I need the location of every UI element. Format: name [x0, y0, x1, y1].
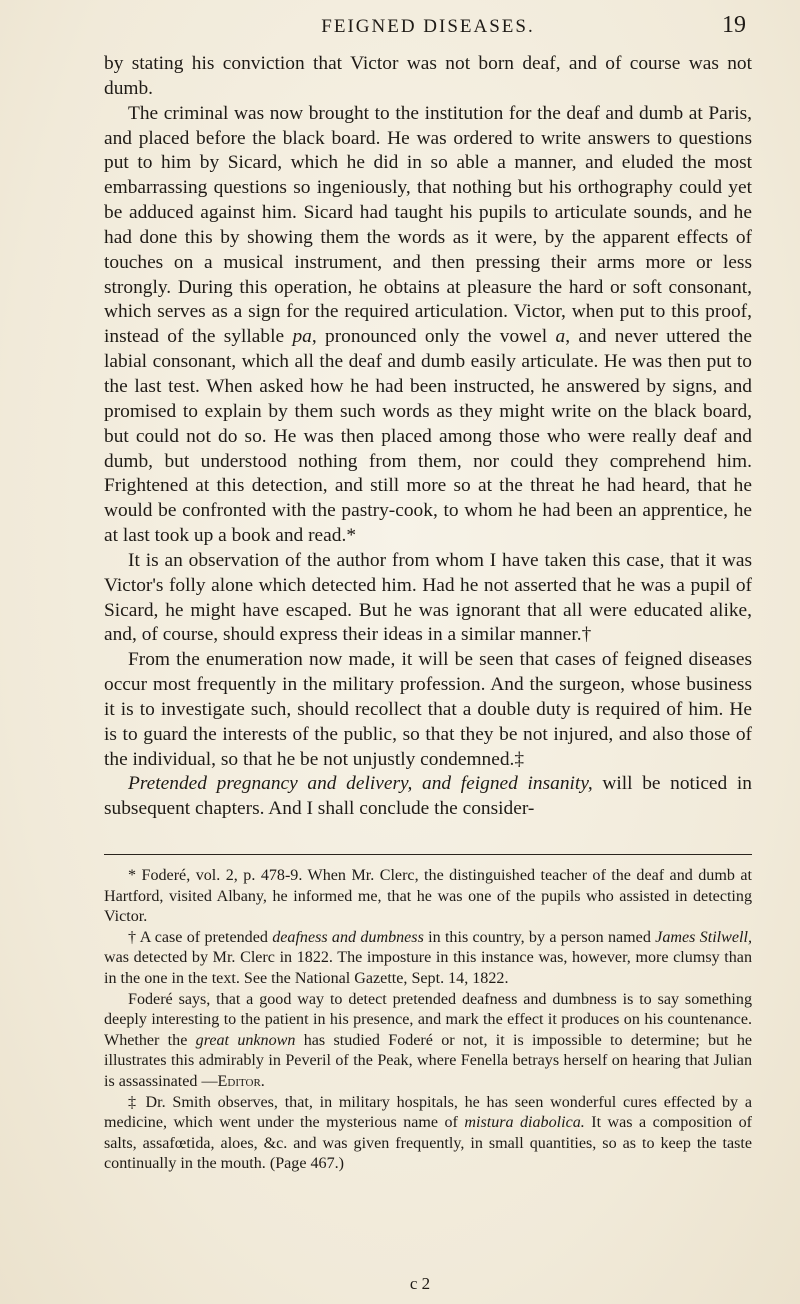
- italic-pretended: Pretended pregnancy and delivery, and feigned insanity,: [128, 773, 593, 795]
- footnote-double-dagger: ‡ Dr. Smith observes, that, in military hospitals, he has seen wonderful cures effected by a medicine, which went under the mysterious name of mistura diabolica. It was a composition of salts, assafœtida, aloes, &c. and was given frequently, in small quantities, so as to keep the taste continually in the mouth. (Page 467.): [104, 1093, 753, 1173]
- paragraph-examination: The criminal was now brought to the institution for the deaf and dumb at Paris, and placed before the black board. He was ordered to write answers to questions put to him by Sicard, which he did in so able a manner, and eluded the most embarrassing questions so ingeniously, that nothing but his orthography could yet be adduced against him. Sicard had taught his pupils to articulate sounds, and he had done this by showing them the words as it were, by the apparent effects of touches on a musical instrument, and then pressing their arms more or less strongly. During this operation, he obtains at pleasure the hard or soft consonant, which serves as a sign for the required articulation. Victor, when put to this proof, instead of the syllable pa, pronounced only the vowel a, and never uttered the labial consonant, which all the deaf and dumb easily articulate. He was then put to the last test. When asked how he had been instructed, he answered by signs, and promised to explain by them such words as they might write on the black board, but could not do so. He was then placed among those who were really deaf and dumb, but understood nothing from them, nor could they comprehend him. Frightened at this detection, and still more so at the threat he had heard, that he would be confronted with the pastry-cook, to whom he had been an apprentice, he at last took up a book and read.*: [104, 102, 752, 547]
- footnote-divider: [104, 854, 752, 855]
- page-number: 19: [722, 12, 746, 38]
- footnote-star: * Foderé, vol. 2, p. 478-9. When Mr. Clerc, the distinguished teacher of the deaf and dumb at Hartford, visited Albany, he informed me, that he was one of the pupils who assisted in detecting Victor.: [104, 867, 752, 926]
- footnote-fodere: Foderé says, that a good way to detect pretended deafness and dumbness is to say something deeply interesting to the patient in his presence, and mark the effect it produces on his countenance. Whether the great unknown has studied Foderé or not, it is impossible to determine; but he illustrates this admirably in Peveril of the Peak, where Fenella betrays herself on hearing that Julian is assassinated —Editor.: [104, 990, 753, 1090]
- signature-mark: c 2: [409, 1274, 431, 1293]
- main-text: [104, 52, 752, 822]
- footnote-dagger: † A case of pretended deafness and dumbness in this country, by a person named James Stilwell, was detected by Mr. Clerc in 1822. The imposture in this instance was, however, more clumsy than in the one in the text. See the National Gazette, Sept. 14, 1822.: [104, 928, 752, 987]
- paragraph-pretended: Pretended pregnancy and delivery, and feigned insanity, will be noticed in subsequent chapters. And I shall conclude the consider-: [104, 773, 752, 820]
- running-title: FEIGNED DISEASES.: [321, 16, 535, 37]
- paragraph-continuation: by stating his conviction that Victor was not born deaf, and of course was not dumb.: [104, 53, 752, 99]
- footnotes: [104, 866, 752, 1175]
- italic-a: a: [555, 326, 566, 348]
- paragraph-enumeration: From the enumeration now made, it will be seen that cases of feigned diseases occur most frequently in the military profession. And the surgeon, whose business it is to investigate such, should recollect that a double duty is required of him. He is to guard the interests of the public, so that they be not injured, and also those of the individual, so that he be not unjustly condemned.‡: [104, 649, 752, 770]
- paragraph-observation: It is an observation of the author from whom I have taken this case, that it was Victor's folly alone which detected him. Had he not asserted that he was a pupil of Sicard, he might have escaped. But he was ignorant that all were educated alike, and, of course, should express their ideas in a similar manner.†: [104, 549, 752, 646]
- italic-pa: pa: [292, 326, 312, 348]
- page-header: [110, 10, 746, 44]
